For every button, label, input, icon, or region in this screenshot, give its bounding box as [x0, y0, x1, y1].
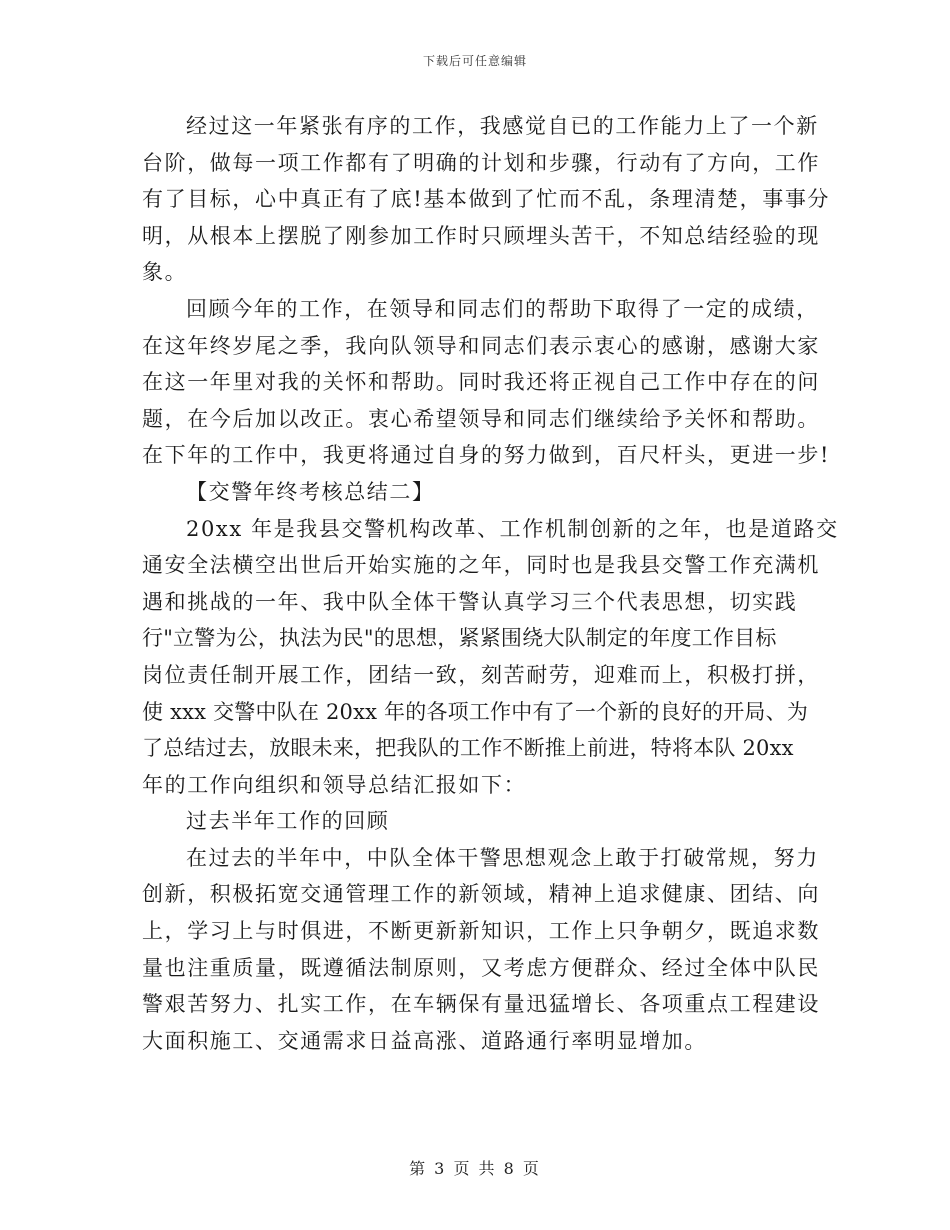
page-number: 第 3 页 共 8 页 — [409, 1159, 541, 1178]
body-line: 在过去的半年中，中队全体干警思想观念上敢于打破常规，努力 — [186, 845, 819, 870]
page-header: 下载后可任意编辑 — [422, 54, 527, 68]
body-line: 在这年终岁尾之季，我向队领导和同志们表示衷心的感谢，感谢大家 — [142, 333, 820, 358]
body-line: 通安全法横空出世后开始实施的之年，同时也是我县交警工作充满机 — [142, 553, 820, 578]
body-line: 岗位责任制开展工作，团结一致，刻苦耐劳，迎难而上，积极打拼， — [142, 662, 820, 687]
body-line: 台阶，做每一项工作都有了明确的计划和步骤，行动有了方向，工作 — [142, 150, 820, 175]
body-line: 在这一年里对我的关怀和帮助。同时我还将正视自己工作中存在的问 — [142, 370, 820, 395]
body-line: 明，从根本上摆脱了刚参加工作时只顾埋头苦干，不知总结经验的现 — [142, 223, 820, 248]
body-line: 年的工作向组织和领导总结汇报如下： — [142, 772, 527, 797]
section-heading: 【交警年终考核总结二】 — [186, 479, 435, 504]
subsection-heading: 过去半年工作的回顾 — [186, 809, 390, 834]
body-line: 警艰苦努力、扎实工作，在车辆保有量迅猛增长、各项重点工程建设 — [142, 992, 820, 1017]
body-line: 创新，积极拓宽交通管理工作的新领域，精神上追求健康、团结、向 — [142, 882, 820, 907]
body-line: 遇和挑战的一年、我中队全体干警认真学习三个代表思想，切实践 — [142, 589, 798, 614]
body-line: 了总结过去，放眼未来，把我队的工作不断推上前进，特将本队 20xx — [142, 736, 794, 761]
body-line: 有了目标，心中真正有了底!基本做到了忙而不乱，条理清楚，事事分 — [142, 187, 831, 212]
body-line: 20xx 年是我县交警机构改革、工作机制创新的之年，也是道路交 — [186, 516, 839, 541]
body-line: 量也注重质量，既遵循法制原则，又考虑方便群众、经过全体中队民 — [142, 955, 820, 980]
body-line: 大面积施工、交通需求日益高涨、道路通行率明显增加。 — [142, 1028, 707, 1053]
body-line: 行"立警为公，执法为民"的思想，紧紧围绕大队制定的年度工作目标 — [142, 626, 777, 651]
body-line: 在下年的工作中，我更将通过自身的努力做到，百尺杆头，更进一步! — [142, 443, 831, 468]
body-line: 回顾今年的工作，在领导和同志们的帮助下取得了一定的成绩， — [186, 296, 819, 321]
body-line: 经过这一年紧张有序的工作，我感觉自已的工作能力上了一个新 — [186, 114, 819, 138]
body-line: 题，在今后加以改正。衷心希望领导和同志们继续给予关怀和帮助。 — [142, 406, 820, 431]
body-line: 上，学习上与时俱进，不断更新新知识，工作上只争朝夕，既追求数 — [142, 919, 820, 944]
body-line: 象。 — [142, 260, 188, 285]
document-body — [142, 108, 839, 1059]
body-line: 使 xxx 交警中队在 20xx 年的各项工作中有了一个新的良好的开局、为 — [142, 699, 809, 724]
